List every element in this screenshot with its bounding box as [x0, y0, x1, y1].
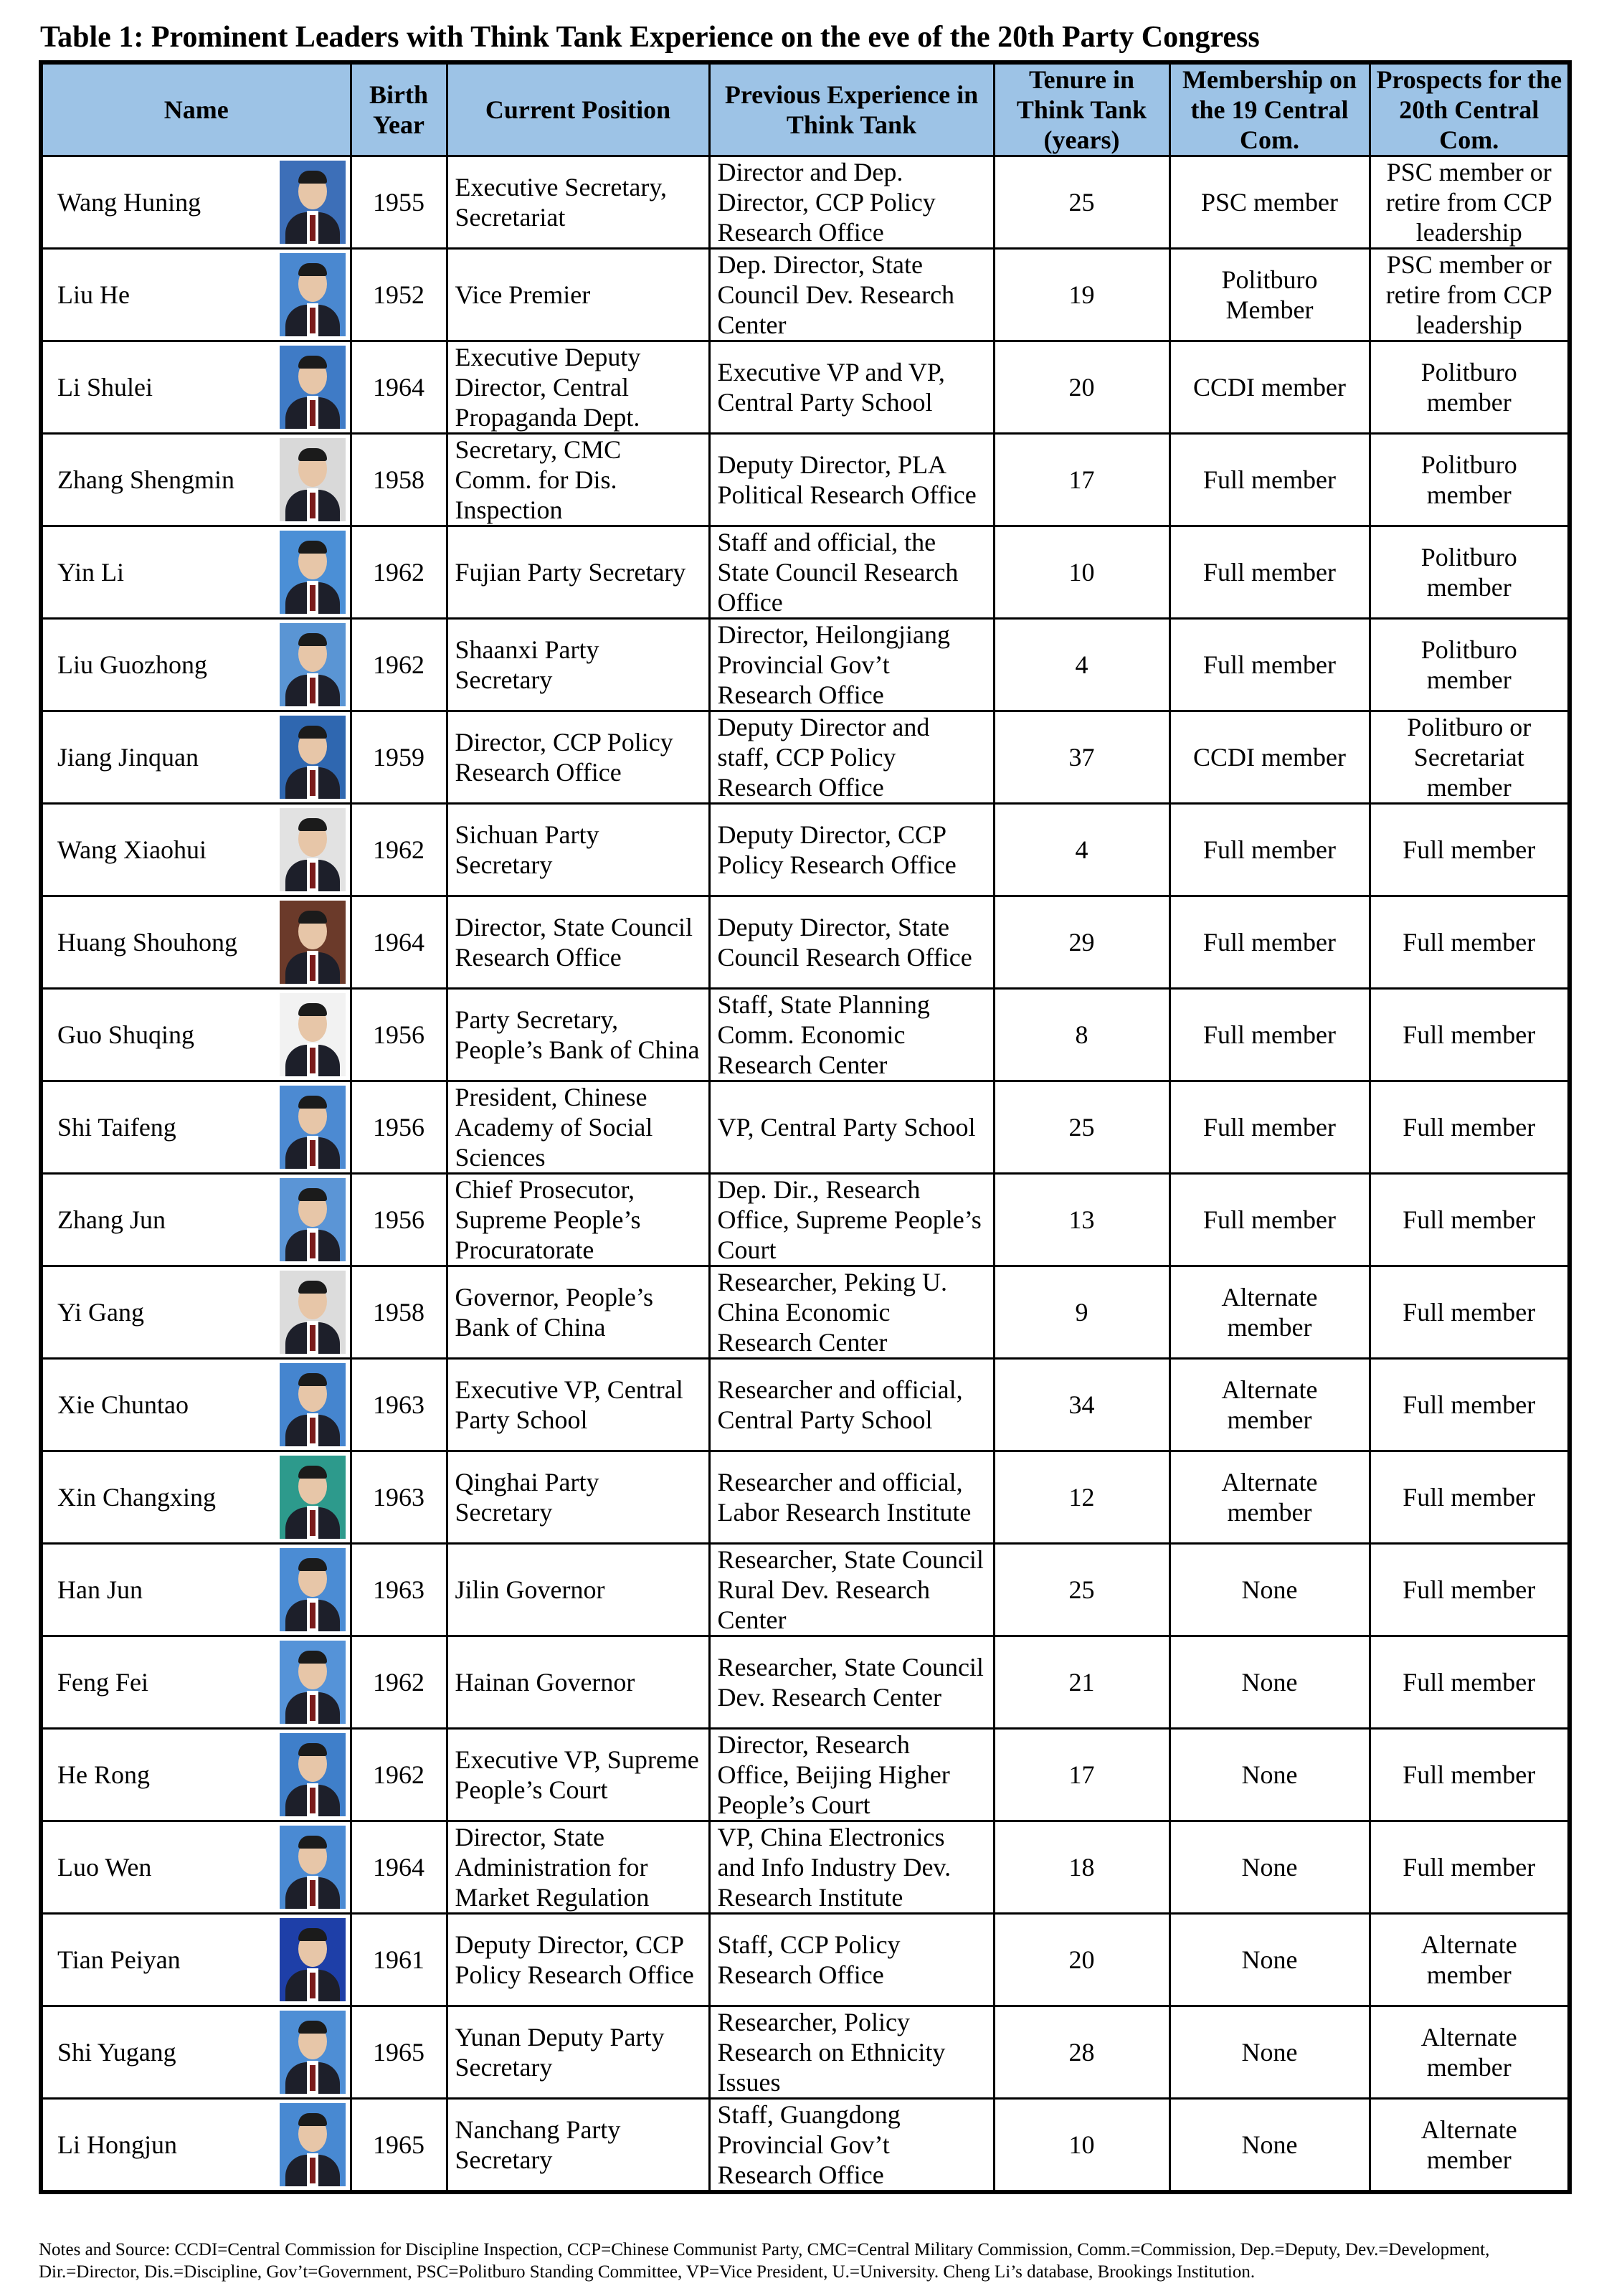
portrait-hair: [298, 1466, 327, 1479]
header-current-position: Current Position: [447, 62, 709, 156]
prospects-cell: Full member: [1370, 1451, 1570, 1544]
previous-experience-cell: Researcher, State Council Rural Dev. Research Center: [709, 1544, 994, 1636]
previous-experience-cell: Deputy Director, PLA Political Research Office: [709, 434, 994, 526]
current-position-cell: Shaanxi Party Secretary: [447, 619, 709, 711]
portrait-tie: [310, 1325, 315, 1351]
birth-year-cell: 1965: [351, 2006, 447, 2099]
name-cell: [41, 1451, 351, 1544]
portrait-tie: [310, 308, 315, 333]
portrait-hair: [298, 171, 327, 184]
leader-name: Liu Guozhong: [57, 650, 207, 679]
prospects-cell: Alternate member: [1370, 2099, 1570, 2193]
prospects-cell: Alternate member: [1370, 2006, 1570, 2099]
birth-year-cell: 1952: [351, 249, 447, 341]
current-position-cell: Executive VP, Supreme People’s Court: [447, 1729, 709, 1821]
name-cell: [41, 1266, 351, 1359]
birth-year-cell: 1962: [351, 619, 447, 711]
leader-portrait-photo: [280, 438, 346, 521]
membership-cell: None: [1169, 2099, 1370, 2193]
membership-cell: Politburo Member: [1169, 249, 1370, 341]
prospects-cell: Full member: [1370, 1544, 1570, 1636]
previous-experience-cell: Staff and official, the State Council Research Office: [709, 526, 994, 619]
previous-experience-cell: VP, Central Party School: [709, 1081, 994, 1174]
header-membership-19th: Membership on the 19 Central Com.: [1169, 62, 1370, 156]
membership-cell: Full member: [1169, 1081, 1370, 1174]
table-row: [41, 1266, 1570, 1359]
current-position-cell: President, Chinese Academy of Social Sciences: [447, 1081, 709, 1174]
name-wrapper: [57, 1641, 346, 1724]
name-cell: [41, 526, 351, 619]
header-tenure: Tenure in Think Tank (years): [994, 62, 1169, 156]
current-position-cell: Qinghai Party Secretary: [447, 1451, 709, 1544]
tenure-cell: 28: [994, 2006, 1169, 2099]
leader-name: Wang Huning: [57, 188, 201, 217]
previous-experience-cell: Deputy Director, CCP Policy Research Office: [709, 804, 994, 896]
birth-year-cell: 1963: [351, 1359, 447, 1451]
leader-portrait-photo: [280, 901, 346, 984]
prospects-cell: Alternate member: [1370, 1914, 1570, 2006]
portrait-hair: [298, 1188, 327, 1201]
portrait-hair: [298, 726, 327, 739]
table-title: Table 1: Prominent Leaders with Think Tank Experience on the eve of the 20th Party Congress: [40, 21, 1260, 54]
leader-portrait-photo: [280, 253, 346, 336]
prospects-cell: Full member: [1370, 1359, 1570, 1451]
header-prospects-20th: Prospects for the 20th Central Com.: [1370, 62, 1570, 156]
leader-name: Wang Xiaohui: [57, 835, 207, 864]
prospects-cell: Full member: [1370, 1266, 1570, 1359]
portrait-tie: [310, 1973, 315, 1998]
prospects-cell: Politburo member: [1370, 526, 1570, 619]
table-row: [41, 989, 1570, 1081]
table-row: [41, 156, 1570, 249]
portrait-tie: [310, 863, 315, 888]
name-wrapper: [57, 438, 346, 521]
previous-experience-cell: Researcher and official, Labor Research Institute: [709, 1451, 994, 1544]
prospects-cell: Politburo member: [1370, 434, 1570, 526]
previous-experience-cell: Deputy Director and staff, CCP Policy Research Office: [709, 711, 994, 804]
tenure-cell: 4: [994, 804, 1169, 896]
portrait-hair: [298, 1096, 327, 1109]
leader-name: Li Shulei: [57, 373, 153, 402]
tenure-cell: 13: [994, 1174, 1169, 1266]
previous-experience-cell: Director and Dep. Director, CCP Policy Research Office: [709, 156, 994, 249]
prospects-cell: Full member: [1370, 1174, 1570, 1266]
table-row: [41, 619, 1570, 711]
name-wrapper: [57, 623, 346, 706]
name-wrapper: [57, 2011, 346, 2094]
membership-cell: Alternate member: [1169, 1359, 1370, 1451]
birth-year-cell: 1956: [351, 1081, 447, 1174]
leader-name: Huang Shouhong: [57, 928, 237, 957]
table-row: [41, 1451, 1570, 1544]
name-cell: [41, 619, 351, 711]
table-row: [41, 1544, 1570, 1636]
prospects-cell: PSC member or retire from CCP leadership: [1370, 156, 1570, 249]
birth-year-cell: 1961: [351, 1914, 447, 2006]
portrait-tie: [310, 1140, 315, 1166]
previous-experience-cell: Director, Heilongjiang Provincial Gov’t Research Office: [709, 619, 994, 711]
birth-year-cell: 1962: [351, 1636, 447, 1729]
leader-portrait-photo: [280, 993, 346, 1076]
tenure-cell: 34: [994, 1359, 1169, 1451]
tenure-cell: 18: [994, 1821, 1169, 1914]
leader-name: Zhang Shengmin: [57, 465, 234, 494]
leaders-table: [39, 60, 1572, 2194]
current-position-cell: Nanchang Party Secretary: [447, 2099, 709, 2193]
membership-cell: Full member: [1169, 1174, 1370, 1266]
portrait-tie: [310, 1510, 315, 1536]
leader-name: Xin Changxing: [57, 1483, 216, 1512]
name-cell: [41, 1914, 351, 2006]
portrait-tie: [310, 1418, 315, 1443]
table-row: [41, 2099, 1570, 2193]
tenure-cell: 10: [994, 2099, 1169, 2193]
birth-year-cell: 1958: [351, 1266, 447, 1359]
notes-and-source: Notes and Source: CCDI=Central Commission for Discipline Inspection, CCP=Chinese Communist Party, CMC=Central Military Commission, Comm.=Commission, Dep.=Deputy, Dev.=Development, Dir.=Director, Dis.=Discipline, Gov’t=Government, PSC=Politburo Standing Committee, VP=Vice President, U.=University. Cheng Li’s database, Brookings Institution.: [39, 2240, 1490, 2282]
portrait-hair: [298, 818, 327, 831]
birth-year-cell: 1962: [351, 804, 447, 896]
tenure-cell: 21: [994, 1636, 1169, 1729]
membership-cell: PSC member: [1169, 156, 1370, 249]
name-cell: [41, 1359, 351, 1451]
table-row: [41, 804, 1570, 896]
membership-cell: CCDI member: [1169, 341, 1370, 434]
table-row: [41, 1914, 1570, 2006]
birth-year-cell: 1964: [351, 896, 447, 989]
leader-portrait-photo: [280, 2103, 346, 2186]
name-cell: [41, 804, 351, 896]
prospects-cell: Full member: [1370, 1081, 1570, 1174]
previous-experience-cell: Researcher, Peking U. China Economic Research Center: [709, 1266, 994, 1359]
prospects-cell: Politburo member: [1370, 341, 1570, 434]
name-wrapper: [57, 993, 346, 1076]
portrait-tie: [310, 955, 315, 981]
leader-name: Li Hongjun: [57, 2130, 177, 2159]
table-row: [41, 1729, 1570, 1821]
name-wrapper: [57, 1456, 346, 1539]
table-row: [41, 249, 1570, 341]
portrait-hair: [298, 1928, 327, 1941]
name-wrapper: [57, 1548, 346, 1631]
birth-year-cell: 1955: [351, 156, 447, 249]
tenure-cell: 9: [994, 1266, 1169, 1359]
membership-cell: None: [1169, 1914, 1370, 2006]
leader-name: Shi Yugang: [57, 2038, 176, 2067]
leader-portrait-photo: [280, 1456, 346, 1539]
birth-year-cell: 1959: [351, 711, 447, 804]
previous-experience-cell: Dep. Director, State Council Dev. Research Center: [709, 249, 994, 341]
leader-name: Liu He: [57, 280, 130, 309]
prospects-cell: Full member: [1370, 989, 1570, 1081]
tenure-cell: 8: [994, 989, 1169, 1081]
header-name: Name: [41, 62, 351, 156]
leader-name: Zhang Jun: [57, 1205, 166, 1234]
membership-cell: Full member: [1169, 896, 1370, 989]
leader-portrait-photo: [280, 2011, 346, 2094]
leader-portrait-photo: [280, 1641, 346, 1724]
leader-name: Yin Li: [57, 558, 125, 587]
name-wrapper: [57, 1086, 346, 1169]
membership-cell: Full member: [1169, 526, 1370, 619]
name-wrapper: [57, 161, 346, 244]
birth-year-cell: 1963: [351, 1544, 447, 1636]
leader-name: Yi Gang: [57, 1298, 144, 1327]
portrait-hair: [298, 1281, 327, 1294]
name-cell: [41, 1174, 351, 1266]
prospects-cell: PSC member or retire from CCP leadership: [1370, 249, 1570, 341]
leader-portrait-photo: [280, 1271, 346, 1354]
leader-name: Shi Taifeng: [57, 1113, 176, 1142]
leader-portrait-photo: [280, 1363, 346, 1446]
portrait-hair: [298, 541, 327, 554]
portrait-tie: [310, 770, 315, 796]
current-position-cell: Hainan Governor: [447, 1636, 709, 1729]
portrait-hair: [298, 1003, 327, 1016]
current-position-cell: Sichuan Party Secretary: [447, 804, 709, 896]
name-wrapper: [57, 253, 346, 336]
current-position-cell: Director, State Council Research Office: [447, 896, 709, 989]
membership-cell: Full member: [1169, 619, 1370, 711]
portrait-tie: [310, 1048, 315, 1073]
membership-cell: Full member: [1169, 434, 1370, 526]
previous-experience-cell: Director, Research Office, Beijing Higher People’s Court: [709, 1729, 994, 1821]
name-wrapper: [57, 346, 346, 429]
membership-cell: CCDI member: [1169, 711, 1370, 804]
tenure-cell: 29: [994, 896, 1169, 989]
current-position-cell: Executive VP, Central Party School: [447, 1359, 709, 1451]
portrait-hair: [298, 1743, 327, 1756]
current-position-cell: Executive Secretary, Secretariat: [447, 156, 709, 249]
tenure-cell: 20: [994, 1914, 1169, 2006]
name-wrapper: [57, 1178, 346, 1261]
current-position-cell: Director, State Administration for Market Regulation: [447, 1821, 709, 1914]
name-cell: [41, 1729, 351, 1821]
portrait-tie: [310, 1603, 315, 1628]
header-birth-year: Birth Year: [351, 62, 447, 156]
membership-cell: None: [1169, 2006, 1370, 2099]
table-row: [41, 1359, 1570, 1451]
previous-experience-cell: Dep. Dir., Research Office, Supreme People’s Court: [709, 1174, 994, 1266]
name-cell: [41, 989, 351, 1081]
table-row: [41, 434, 1570, 526]
previous-experience-cell: VP, China Electronics and Info Industry Dev. Research Institute: [709, 1821, 994, 1914]
current-position-cell: Jilin Governor: [447, 1544, 709, 1636]
name-cell: [41, 1081, 351, 1174]
portrait-hair: [298, 1651, 327, 1664]
current-position-cell: Director, CCP Policy Research Office: [447, 711, 709, 804]
membership-cell: Alternate member: [1169, 1266, 1370, 1359]
name-wrapper: [57, 1363, 346, 1446]
membership-cell: Full member: [1169, 989, 1370, 1081]
birth-year-cell: 1962: [351, 1729, 447, 1821]
membership-cell: None: [1169, 1636, 1370, 1729]
birth-year-cell: 1958: [351, 434, 447, 526]
prospects-cell: Politburo member: [1370, 619, 1570, 711]
table-row: [41, 1636, 1570, 1729]
portrait-tie: [310, 1233, 315, 1258]
current-position-cell: Fujian Party Secretary: [447, 526, 709, 619]
membership-cell: None: [1169, 1729, 1370, 1821]
leader-portrait-photo: [280, 161, 346, 244]
prospects-cell: Full member: [1370, 1636, 1570, 1729]
portrait-hair: [298, 911, 327, 924]
current-position-cell: Party Secretary, People’s Bank of China: [447, 989, 709, 1081]
portrait-hair: [298, 633, 327, 646]
name-wrapper: [57, 531, 346, 614]
tenure-cell: 25: [994, 156, 1169, 249]
birth-year-cell: 1962: [351, 526, 447, 619]
portrait-tie: [310, 215, 315, 241]
leader-portrait-photo: [280, 1178, 346, 1261]
header-row: [41, 62, 1570, 156]
portrait-hair: [298, 1836, 327, 1849]
leader-name: Feng Fei: [57, 1668, 149, 1697]
name-wrapper: [57, 1271, 346, 1354]
table-row: [41, 2006, 1570, 2099]
birth-year-cell: 1964: [351, 1821, 447, 1914]
prospects-cell: Full member: [1370, 1729, 1570, 1821]
name-wrapper: [57, 1918, 346, 2001]
tenure-cell: 17: [994, 1729, 1169, 1821]
leader-name: Han Jun: [57, 1575, 143, 1604]
birth-year-cell: 1965: [351, 2099, 447, 2193]
birth-year-cell: 1964: [351, 341, 447, 434]
portrait-tie: [310, 2158, 315, 2183]
leader-portrait-photo: [280, 1826, 346, 1909]
name-cell: [41, 2099, 351, 2193]
leader-portrait-photo: [280, 1548, 346, 1631]
current-position-cell: Secretary, CMC Comm. for Dis. Inspection: [447, 434, 709, 526]
portrait-hair: [298, 356, 327, 369]
previous-experience-cell: Staff, CCP Policy Research Office: [709, 1914, 994, 2006]
leader-portrait-photo: [280, 1918, 346, 2001]
current-position-cell: Executive Deputy Director, Central Propaganda Dept.: [447, 341, 709, 434]
table-body: [41, 156, 1570, 2193]
current-position-cell: Governor, People’s Bank of China: [447, 1266, 709, 1359]
name-wrapper: [57, 901, 346, 984]
name-cell: [41, 1544, 351, 1636]
previous-experience-cell: Deputy Director, State Council Research Office: [709, 896, 994, 989]
table-row: [41, 1821, 1570, 1914]
previous-experience-cell: Researcher, State Council Dev. Research Center: [709, 1636, 994, 1729]
leader-portrait-photo: [280, 1733, 346, 1816]
leader-portrait-photo: [280, 716, 346, 799]
membership-cell: None: [1169, 1821, 1370, 1914]
table-row: [41, 1081, 1570, 1174]
birth-year-cell: 1963: [351, 1451, 447, 1544]
name-cell: [41, 711, 351, 804]
membership-cell: Alternate member: [1169, 1451, 1370, 1544]
name-wrapper: [57, 808, 346, 891]
portrait-tie: [310, 1695, 315, 1721]
previous-experience-cell: Staff, Guangdong Provincial Gov’t Research Office: [709, 2099, 994, 2193]
current-position-cell: Yunan Deputy Party Secretary: [447, 2006, 709, 2099]
leader-portrait-photo: [280, 623, 346, 706]
name-cell: [41, 1636, 351, 1729]
previous-experience-cell: Executive VP and VP, Central Party School: [709, 341, 994, 434]
portrait-tie: [310, 2065, 315, 2091]
name-cell: [41, 341, 351, 434]
leader-name: Guo Shuqing: [57, 1020, 195, 1049]
name-cell: [41, 1821, 351, 1914]
prospects-cell: Full member: [1370, 804, 1570, 896]
portrait-tie: [310, 400, 315, 426]
header-previous-experience: Previous Experience in Think Tank: [709, 62, 994, 156]
tenure-cell: 19: [994, 249, 1169, 341]
current-position-cell: Chief Prosecutor, Supreme People’s Procuratorate: [447, 1174, 709, 1266]
portrait-hair: [298, 263, 327, 276]
table-row: [41, 341, 1570, 434]
prospects-cell: Full member: [1370, 1821, 1570, 1914]
portrait-tie: [310, 1788, 315, 1813]
previous-experience-cell: Staff, State Planning Comm. Economic Research Center: [709, 989, 994, 1081]
current-position-cell: Deputy Director, CCP Policy Research Office: [447, 1914, 709, 2006]
name-cell: [41, 156, 351, 249]
leader-name: Luo Wen: [57, 1853, 152, 1882]
birth-year-cell: 1956: [351, 989, 447, 1081]
table-row: [41, 896, 1570, 989]
tenure-cell: 25: [994, 1544, 1169, 1636]
tenure-cell: 4: [994, 619, 1169, 711]
membership-cell: Full member: [1169, 804, 1370, 896]
leader-portrait-photo: [280, 808, 346, 891]
prospects-cell: Full member: [1370, 896, 1570, 989]
portrait-hair: [298, 448, 327, 461]
name-wrapper: [57, 2103, 346, 2186]
leader-name: Xie Chuntao: [57, 1390, 189, 1419]
name-cell: [41, 896, 351, 989]
leader-name: Jiang Jinquan: [57, 743, 199, 772]
birth-year-cell: 1956: [351, 1174, 447, 1266]
table-row: [41, 526, 1570, 619]
name-cell: [41, 2006, 351, 2099]
leader-portrait-photo: [280, 346, 346, 429]
tenure-cell: 17: [994, 434, 1169, 526]
name-cell: [41, 249, 351, 341]
table-row: [41, 711, 1570, 804]
portrait-hair: [298, 1558, 327, 1571]
previous-experience-cell: Researcher and official, Central Party School: [709, 1359, 994, 1451]
portrait-tie: [310, 678, 315, 703]
portrait-hair: [298, 2113, 327, 2126]
tenure-cell: 20: [994, 341, 1169, 434]
previous-experience-cell: Researcher, Policy Research on Ethnicity Issues: [709, 2006, 994, 2099]
table-row: [41, 1174, 1570, 1266]
leader-portrait-photo: [280, 531, 346, 614]
name-wrapper: [57, 1826, 346, 1909]
membership-cell: None: [1169, 1544, 1370, 1636]
tenure-cell: 25: [994, 1081, 1169, 1174]
portrait-hair: [298, 2021, 327, 2034]
leader-name: He Rong: [57, 1760, 150, 1789]
prospects-cell: Politburo or Secretariat member: [1370, 711, 1570, 804]
name-wrapper: [57, 1733, 346, 1816]
tenure-cell: 37: [994, 711, 1169, 804]
name-cell: [41, 434, 351, 526]
portrait-hair: [298, 1373, 327, 1386]
portrait-tie: [310, 585, 315, 611]
leader-name: Tian Peiyan: [57, 1945, 181, 1974]
current-position-cell: Vice Premier: [447, 249, 709, 341]
leader-portrait-photo: [280, 1086, 346, 1169]
portrait-tie: [310, 493, 315, 518]
name-wrapper: [57, 716, 346, 799]
tenure-cell: 10: [994, 526, 1169, 619]
portrait-tie: [310, 1880, 315, 1906]
tenure-cell: 12: [994, 1451, 1169, 1544]
